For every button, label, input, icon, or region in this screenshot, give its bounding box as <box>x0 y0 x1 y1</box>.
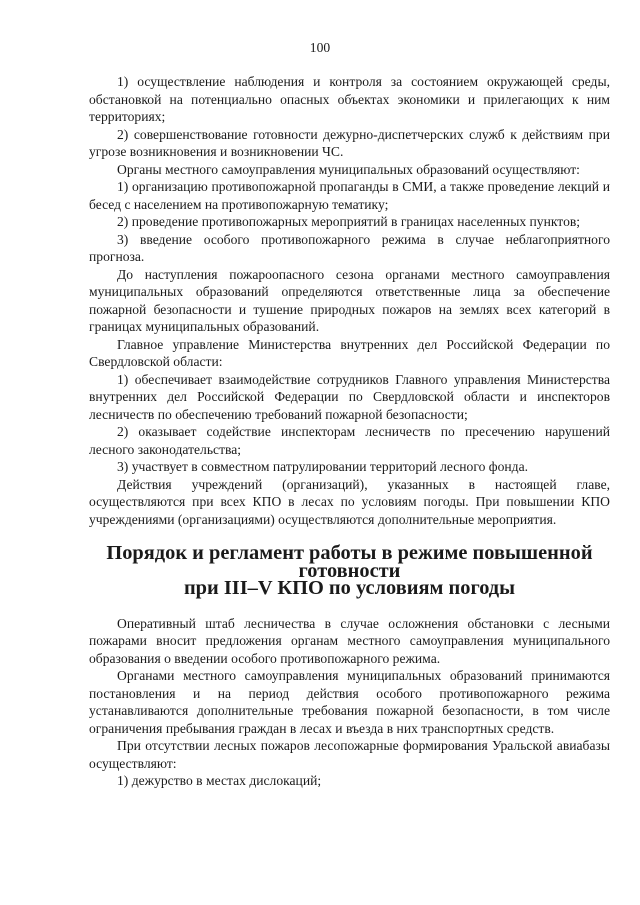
section-heading-line-1: Порядок и регламент работы в режиме повышенной готовности <box>106 542 593 582</box>
paragraph: 1) осуществление наблюдения и контроля за состоянием окружающей среды, обстановкой на потенциально опасных объектах экономики и прилегающих к ним территориях; <box>89 74 610 124</box>
page-body <box>89 73 610 790</box>
paragraph: 2) совершенствование готовности дежурно-диспетчерских служб к действиям при угрозе возникновения и возникновении ЧС. <box>89 126 610 159</box>
paragraph: 2) оказывает содействие инспекторам лесничеств по пресечению нарушений лесного законодательства; <box>89 424 610 457</box>
paragraph: До наступления пожароопасного сезона органами местного самоуправления муниципальных образований определяются ответственные лица за обеспечение пожарной безопасности и тушение природных пожаров на землях всех категорий в границах муниципальных образований. <box>89 266 610 334</box>
paragraph: Действия учреждений (организаций), указанных в настоящей главе, осуществляются при всех КПО в лесах по условиям погоды. При повышении КПО учреждениями (организациями) осуществляются дополнительные мероприятия. <box>89 476 610 527</box>
paragraph: 1) организацию противопожарной пропаганды в СМИ, а также проведение лекций и бесед с населением на противопожарную тематику; <box>89 179 610 212</box>
paragraph: При отсутствии лесных пожаров лесопожарные формирования Уральской авиабазы осуществляют: <box>89 738 610 771</box>
paragraph: 1) обеспечивает взаимодействие сотрудников Главного управления Министерства внутренних дел Российской Федерации по Свердловской области и инспекторов лесничеств по обеспечению требований пожарной безопасности; <box>89 371 610 422</box>
paragraph: Органами местного самоуправления муниципальных образований принимаются постановления и на период действия особого противопожарного режима устанавливаются дополнительные требования пожарной безопасности, в том числе ограничения пребывания граждан в лесах и въезда в них транспортных средств. <box>89 668 610 736</box>
section-heading <box>89 542 610 599</box>
page-number: 100 <box>309 40 331 55</box>
paragraph: 3) введение особого противопожарного режима в случае неблагоприятного прогноза. <box>89 231 610 264</box>
paragraph: Главное управление Министерства внутренних дел Российской Федерации по Свердловской области: <box>89 336 610 369</box>
spacer <box>89 598 610 615</box>
paragraph: 1) дежурство в местах дислокаций; <box>117 773 322 788</box>
paragraph: Оперативный штаб лесничества в случае осложнения обстановки с лесными пожарами вносит предложения органам местного самоуправления муниципального образования о введении особого противопожарного режима. <box>89 615 610 666</box>
section-heading-line-2: при III–V КПО по условиям погоды <box>183 577 516 599</box>
paragraph: 3) участвует в совместном патрулировании территорий лесного фонда. <box>117 459 528 474</box>
paragraph: 2) проведение противопожарных мероприятий в границах населенных пунктов; <box>117 214 581 229</box>
paragraph: Органы местного самоуправления муниципальных образований осуществляют: <box>117 161 580 177</box>
